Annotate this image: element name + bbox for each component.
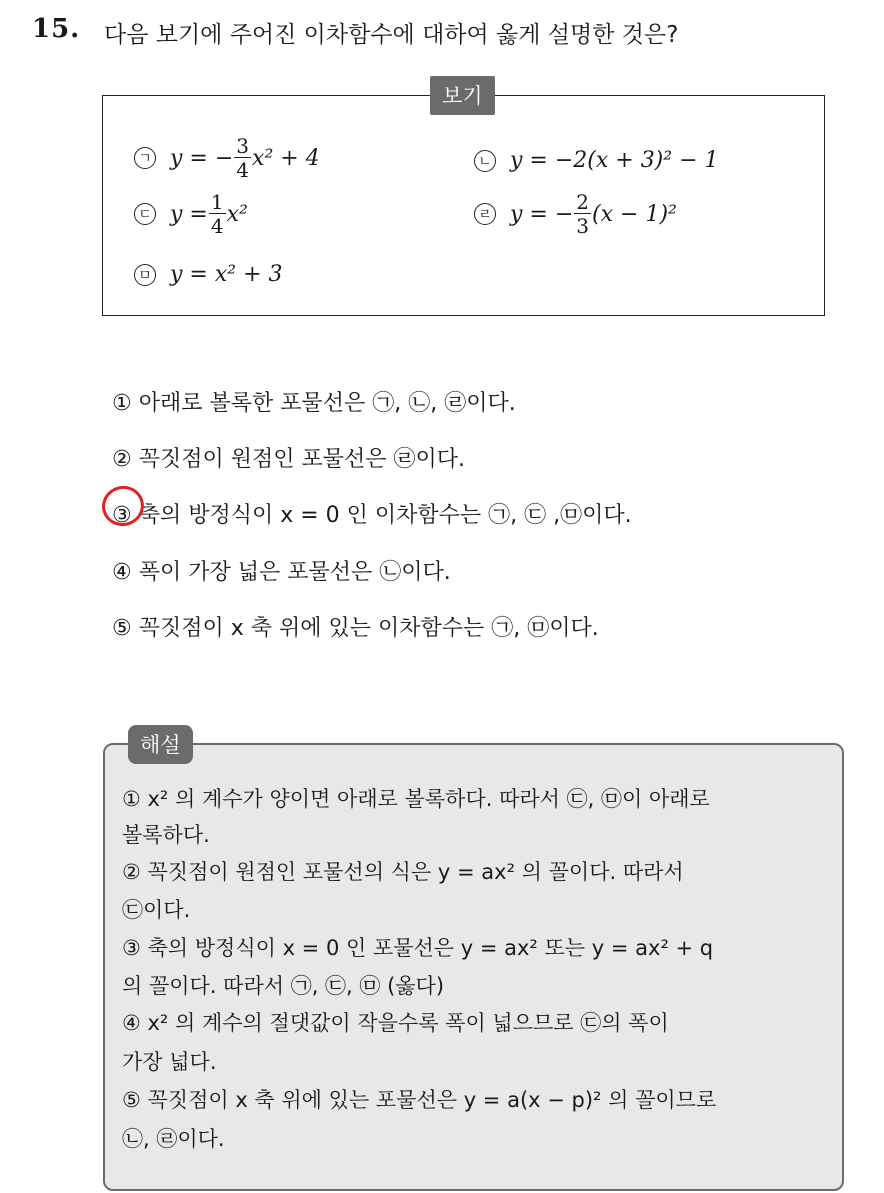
option-number: ②: [112, 447, 132, 472]
equation-rhs: x²: [226, 201, 248, 227]
option-5[interactable]: [112, 611, 599, 642]
bogi-marker: ㄷ: [134, 203, 156, 225]
solution-line: ㉢이다.: [122, 898, 191, 922]
solution-line: 가장 넓다.: [122, 1050, 217, 1074]
fraction-denominator: 3: [576, 214, 590, 238]
solution-line: ③ 축의 방정식이 x = 0 인 포물선은 y = ax² 또는 y = ax² + q: [122, 936, 714, 960]
question-number: 15.: [32, 14, 81, 44]
solution-line: ⑤ 꼭짓점이 x 축 위에 있는 포물선은 y = a(x − p)² 의 꼴이므로: [122, 1088, 717, 1112]
fraction-numerator: 3: [236, 134, 250, 158]
bogi-marker: ㅁ: [134, 264, 156, 286]
option-text: 꼭짓점이 x 축 위에 있는 이차함수는 ㉠, ㉤이다.: [138, 616, 599, 641]
equation-lhs: y = −: [170, 145, 234, 171]
bogi-item-1: [134, 136, 320, 180]
option-4[interactable]: [112, 555, 451, 586]
option-2[interactable]: [112, 442, 465, 473]
option-1[interactable]: [112, 386, 516, 417]
equation-lhs: y = −: [510, 201, 574, 227]
option-number: ⑤: [112, 616, 132, 641]
solution-line: 의 꼴이다. 따라서 ㉠, ㉢, ㉤ (옳다): [122, 974, 445, 998]
bogi-item-2: [474, 148, 719, 173]
equation: y = x² + 3: [170, 262, 283, 287]
option-text: 꼭짓점이 원점인 포물선은 ㉣이다.: [138, 447, 465, 472]
bogi-item-5: [134, 262, 283, 287]
fraction-numerator: 1: [210, 190, 224, 214]
bogi-marker: ㄹ: [474, 203, 496, 225]
solution-line: ㉡, ㉣이다.: [122, 1127, 225, 1151]
solution-line: 볼록하다.: [122, 823, 210, 847]
bogi-item-3: [134, 192, 248, 236]
fraction: [234, 136, 251, 180]
equation-rhs: x² + 4: [252, 145, 320, 171]
fraction: [209, 192, 226, 236]
fraction: [574, 192, 591, 236]
equation-lhs: y =: [170, 201, 208, 227]
option-text: 아래로 볼록한 포물선은 ㉠, ㉡, ㉣이다.: [138, 391, 516, 416]
solution-label: 해설: [128, 725, 193, 764]
fraction-denominator: 4: [210, 214, 224, 238]
solution-line: ④ x² 의 계수의 절댓값이 작을수록 폭이 넓으므로 ㉢의 폭이: [122, 1011, 669, 1035]
fraction-denominator: 4: [236, 158, 250, 182]
equation: y = −2(x + 3)² − 1: [510, 148, 719, 173]
solution-line: ① x² 의 계수가 양이면 아래로 볼록하다. 따라서 ㉢, ㉤이 아래로: [122, 787, 710, 811]
option-number: ①: [112, 391, 132, 416]
bogi-item-4: [474, 192, 677, 236]
solution-line: ② 꼭짓점이 원점인 포물선의 식은 y = ax² 의 꼴이다. 따라서: [122, 860, 684, 884]
equation-rhs: (x − 1)²: [592, 201, 677, 227]
bogi-marker: ㄱ: [134, 147, 156, 169]
option-3[interactable]: [112, 498, 632, 529]
option-text: 축의 방정식이 x = 0 인 이차함수는 ㉠, ㉢ ,㉤이다.: [138, 503, 632, 528]
bogi-label: 보기: [430, 76, 495, 115]
option-number: ③: [112, 503, 132, 528]
fraction-numerator: 2: [576, 190, 590, 214]
option-number: ④: [112, 560, 132, 585]
option-text: 폭이 가장 넓은 포물선은 ㉡이다.: [138, 560, 451, 585]
question-text: 다음 보기에 주어진 이차함수에 대하여 옳게 설명한 것은?: [104, 22, 679, 48]
bogi-marker: ㄴ: [474, 150, 496, 172]
